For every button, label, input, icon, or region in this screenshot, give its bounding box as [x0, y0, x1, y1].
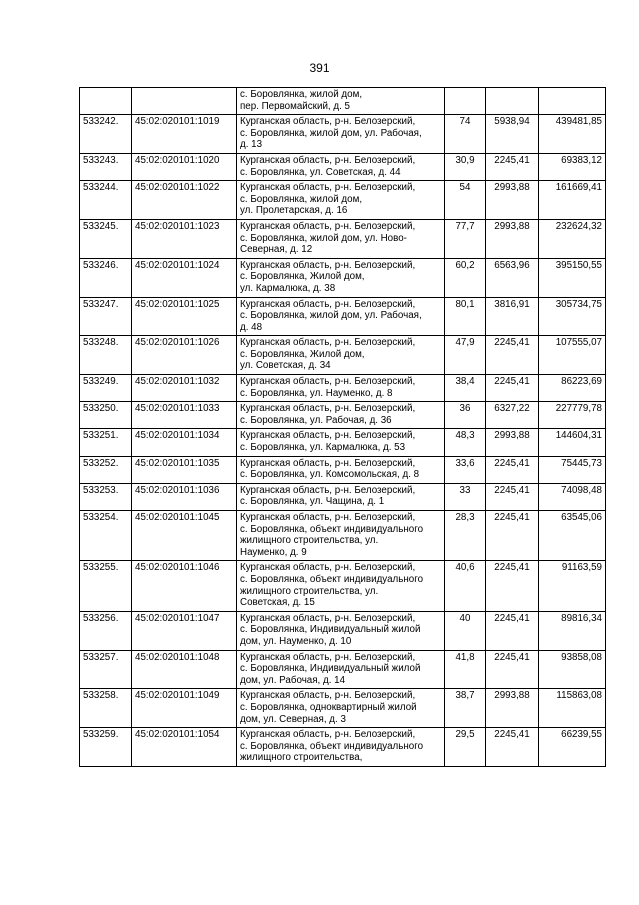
address-line: с. Боровлянка, Индивидуальный жилой	[240, 663, 421, 675]
unit-value-cell: 2993,88	[486, 429, 539, 456]
row-number-cell: 533247.	[80, 297, 132, 336]
address-cell	[237, 153, 445, 180]
address-cell	[237, 611, 445, 650]
cadastral-value-cell: 74098,48	[539, 483, 606, 510]
row-number-cell: 533243.	[80, 153, 132, 180]
cadastral-value-cell	[539, 88, 606, 115]
area-cell: 60,2	[445, 258, 486, 297]
area-cell: 48,3	[445, 429, 486, 456]
cadastral-number-cell: 45:02:020101:1023	[132, 219, 237, 258]
unit-value-cell: 6563,96	[486, 258, 539, 297]
address-line: дом, ул. Рабочая, д. 14	[240, 674, 346, 686]
unit-value-cell: 2245,41	[486, 456, 539, 483]
area-cell: 74	[445, 115, 486, 154]
address-cell	[237, 258, 445, 297]
area-cell: 38,7	[445, 689, 486, 728]
address-line: Курганская область, р-н. Белозерский,	[240, 430, 416, 442]
unit-value-cell: 2245,41	[486, 511, 539, 561]
cadastral-value-cell: 107555,07	[539, 336, 606, 375]
property-table	[79, 87, 606, 767]
unit-value-cell: 6327,22	[486, 402, 539, 429]
cadastral-value-cell: 395150,55	[539, 258, 606, 297]
row-number-cell: 533246.	[80, 258, 132, 297]
cadastral-number-cell: 45:02:020101:1048	[132, 650, 237, 689]
row-number-cell: 533244.	[80, 181, 132, 220]
cadastral-value-cell: 69383,12	[539, 153, 606, 180]
address-line: Курганская область, р-н. Белозерский,	[240, 182, 416, 194]
address-cell	[237, 429, 445, 456]
address-line: д. 13	[240, 139, 263, 151]
address-cell	[237, 181, 445, 220]
cadastral-number-cell: 45:02:020101:1046	[132, 561, 237, 611]
unit-value-cell: 2245,41	[486, 611, 539, 650]
row-number-cell: 533255.	[80, 561, 132, 611]
area-cell: 33	[445, 483, 486, 510]
address-line: Курганская область, р-н. Белозерский,	[240, 337, 416, 349]
table-row	[80, 728, 606, 767]
cadastral-number-cell: 45:02:020101:1045	[132, 511, 237, 561]
page-number: 391	[309, 61, 330, 75]
address-line: с. Боровлянка, ул. Советская, д. 44	[240, 166, 401, 178]
table-row	[80, 650, 606, 689]
unit-value-cell: 2245,41	[486, 336, 539, 375]
row-number-cell: 533248.	[80, 336, 132, 375]
area-cell: 47,9	[445, 336, 486, 375]
address-line: Курганская область, р-н. Белозерский,	[240, 376, 416, 388]
row-number-cell: 533242.	[80, 115, 132, 154]
cadastral-number-cell: 45:02:020101:1034	[132, 429, 237, 456]
address-cell	[237, 561, 445, 611]
address-line: с. Боровлянка, ул. Рабочая, д. 36	[240, 414, 392, 426]
area-cell: 40	[445, 611, 486, 650]
address-line: Советская, д. 15	[240, 597, 315, 609]
unit-value-cell: 2993,88	[486, 689, 539, 728]
table-row	[80, 153, 606, 180]
cadastral-value-cell: 86223,69	[539, 375, 606, 402]
cadastral-number-cell: 45:02:020101:1049	[132, 689, 237, 728]
cadastral-value-cell: 144604,31	[539, 429, 606, 456]
table-body	[80, 88, 606, 767]
area-cell	[445, 88, 486, 115]
area-cell: 28,3	[445, 511, 486, 561]
cadastral-value-cell: 305734,75	[539, 297, 606, 336]
cadastral-number-cell	[132, 88, 237, 115]
row-number-cell: 533253.	[80, 483, 132, 510]
address-line: с. Боровлянка, Индивидуальный жилой	[240, 624, 421, 636]
cadastral-value-cell: 161669,41	[539, 181, 606, 220]
address-line: с. Боровлянка, ул. Науменко, д. 8	[240, 387, 393, 399]
address-line: с. Боровлянка, Жилой дом,	[240, 271, 365, 283]
unit-value-cell: 2993,88	[486, 219, 539, 258]
address-line: с. Боровлянка, жилой дом,	[240, 193, 363, 205]
area-cell: 30,9	[445, 153, 486, 180]
area-cell: 41,8	[445, 650, 486, 689]
area-cell: 40,6	[445, 561, 486, 611]
cadastral-number-cell: 45:02:020101:1020	[132, 153, 237, 180]
address-line: с. Боровлянка, ул. Кармалюка, д. 53	[240, 442, 406, 454]
table-row	[80, 561, 606, 611]
address-line: Курганская область, р-н. Белозерский,	[240, 259, 416, 271]
row-number-cell: 533259.	[80, 728, 132, 767]
address-line: Курганская область, р-н. Белозерский,	[240, 484, 416, 496]
address-cell	[237, 115, 445, 154]
address-line: Курганская область, р-н. Белозерский,	[240, 729, 416, 741]
table-row	[80, 689, 606, 728]
address-line: с. Боровлянка, Жилой дом,	[240, 348, 365, 360]
area-cell: 29,5	[445, 728, 486, 767]
address-line: Курганская область, р-н. Белозерский,	[240, 116, 416, 128]
cadastral-number-cell: 45:02:020101:1054	[132, 728, 237, 767]
row-number-cell: 533257.	[80, 650, 132, 689]
cadastral-value-cell: 232624,32	[539, 219, 606, 258]
address-line: с. Боровлянка, ул. Чащина, д. 1	[240, 496, 385, 508]
unit-value-cell: 2993,88	[486, 181, 539, 220]
cadastral-value-cell: 93858,08	[539, 650, 606, 689]
address-line: Курганская область, р-н. Белозерский,	[240, 457, 416, 469]
address-line: с. Боровлянка, жилой дом,	[240, 89, 363, 100]
unit-value-cell: 2245,41	[486, 728, 539, 767]
address-line: пер. Первомайский, д. 5	[240, 100, 350, 112]
row-number-cell: 533251.	[80, 429, 132, 456]
address-line: Курганская область, р-н. Белозерский,	[240, 612, 416, 624]
table-row	[80, 258, 606, 297]
area-cell: 38,4	[445, 375, 486, 402]
address-line: Курганская область, р-н. Белозерский,	[240, 651, 416, 663]
address-cell	[237, 297, 445, 336]
cadastral-number-cell: 45:02:020101:1035	[132, 456, 237, 483]
address-line: с. Боровлянка, объект индивидуального	[240, 573, 424, 585]
address-line: с. Боровлянка, жилой дом, ул. Рабочая,	[240, 127, 422, 139]
address-line: Курганская область, р-н. Белозерский,	[240, 512, 416, 523]
address-line: ул. Советская, д. 34	[240, 360, 331, 372]
address-line: с. Боровлянка, жилой дом, ул. Ново-	[240, 232, 407, 244]
table-row	[80, 456, 606, 483]
cadastral-value-cell: 227779,78	[539, 402, 606, 429]
cadastral-number-cell: 45:02:020101:1047	[132, 611, 237, 650]
row-number-cell: 533256.	[80, 611, 132, 650]
unit-value-cell: 2245,41	[486, 153, 539, 180]
cadastral-value-cell: 66239,55	[539, 728, 606, 767]
cadastral-number-cell: 45:02:020101:1022	[132, 181, 237, 220]
cadastral-number-cell: 45:02:020101:1026	[132, 336, 237, 375]
unit-value-cell: 2245,41	[486, 375, 539, 402]
row-number-cell: 533245.	[80, 219, 132, 258]
unit-value-cell: 3816,91	[486, 297, 539, 336]
address-line: с. Боровлянка, объект индивидуального	[240, 740, 424, 752]
unit-value-cell	[486, 88, 539, 115]
address-line: с. Боровлянка, одноквартирный жилой	[240, 701, 417, 713]
row-number-cell: 533258.	[80, 689, 132, 728]
area-cell: 33,6	[445, 456, 486, 483]
address-line: Курганская область, р-н. Белозерский,	[240, 298, 416, 310]
address-cell	[237, 728, 445, 767]
table-row	[80, 511, 606, 561]
cadastral-number-cell: 45:02:020101:1024	[132, 258, 237, 297]
cadastral-number-cell: 45:02:020101:1036	[132, 483, 237, 510]
cadastral-number-cell: 45:02:020101:1032	[132, 375, 237, 402]
cadastral-value-cell: 63545,06	[539, 511, 606, 561]
address-cell	[237, 336, 445, 375]
table-row	[80, 219, 606, 258]
table-row	[80, 181, 606, 220]
cadastral-number-cell: 45:02:020101:1019	[132, 115, 237, 154]
address-cell	[237, 689, 445, 728]
unit-value-cell: 2245,41	[486, 483, 539, 510]
table-row	[80, 88, 606, 115]
address-line: ул. Пролетарская, д. 16	[240, 205, 348, 217]
address-line: Науменко, д. 9	[240, 546, 307, 558]
cadastral-number-cell: 45:02:020101:1025	[132, 297, 237, 336]
address-line: Северная, д. 12	[240, 244, 313, 256]
address-cell	[237, 219, 445, 258]
address-cell	[237, 456, 445, 483]
area-cell: 80,1	[445, 297, 486, 336]
table-row	[80, 115, 606, 154]
address-line: жилищного строительства, ул.	[240, 585, 379, 597]
area-cell: 54	[445, 181, 486, 220]
address-line: жилищного строительства, ул.	[240, 535, 379, 547]
address-line: д. 48	[240, 321, 263, 333]
address-line: жилищного строительства,	[240, 752, 363, 764]
address-cell	[237, 511, 445, 561]
address-line: с. Боровлянка, жилой дом, ул. Рабочая,	[240, 310, 422, 322]
table-row	[80, 402, 606, 429]
unit-value-cell: 2245,41	[486, 650, 539, 689]
row-number-cell: 533249.	[80, 375, 132, 402]
address-line: дом, ул. Северная, д. 3	[240, 713, 346, 725]
cadastral-number-cell: 45:02:020101:1033	[132, 402, 237, 429]
address-line: ул. Кармалюка, д. 38	[240, 282, 336, 294]
address-line: Курганская область, р-н. Белозерский,	[240, 403, 416, 415]
address-line: Курганская область, р-н. Белозерский,	[240, 562, 416, 574]
address-line: дом, ул. Науменко, д. 10	[240, 635, 352, 647]
address-line: Курганская область, р-н. Белозерский,	[240, 154, 416, 166]
address-line: с. Боровлянка, объект индивидуального	[240, 523, 424, 535]
cadastral-value-cell: 75445,73	[539, 456, 606, 483]
address-cell	[237, 402, 445, 429]
address-line: с. Боровлянка, ул. Комсомольская, д. 8	[240, 469, 420, 481]
row-number-cell	[80, 88, 132, 115]
area-cell: 77,7	[445, 219, 486, 258]
table-row	[80, 483, 606, 510]
unit-value-cell: 2245,41	[486, 561, 539, 611]
cadastral-value-cell: 91163,59	[539, 561, 606, 611]
cadastral-value-cell: 89816,34	[539, 611, 606, 650]
table-row	[80, 336, 606, 375]
address-line: Курганская область, р-н. Белозерский,	[240, 690, 416, 702]
area-cell: 36	[445, 402, 486, 429]
cadastral-value-cell: 115863,08	[539, 689, 606, 728]
row-number-cell: 533252.	[80, 456, 132, 483]
address-cell	[237, 483, 445, 510]
table-row	[80, 429, 606, 456]
cadastral-value-cell: 439481,85	[539, 115, 606, 154]
table-row	[80, 375, 606, 402]
table-row	[80, 297, 606, 336]
address-line: Курганская область, р-н. Белозерский,	[240, 220, 416, 232]
address-cell	[237, 88, 445, 115]
row-number-cell: 533254.	[80, 511, 132, 561]
address-cell	[237, 375, 445, 402]
row-number-cell: 533250.	[80, 402, 132, 429]
address-cell	[237, 650, 445, 689]
table-row	[80, 611, 606, 650]
unit-value-cell: 5938,94	[486, 115, 539, 154]
